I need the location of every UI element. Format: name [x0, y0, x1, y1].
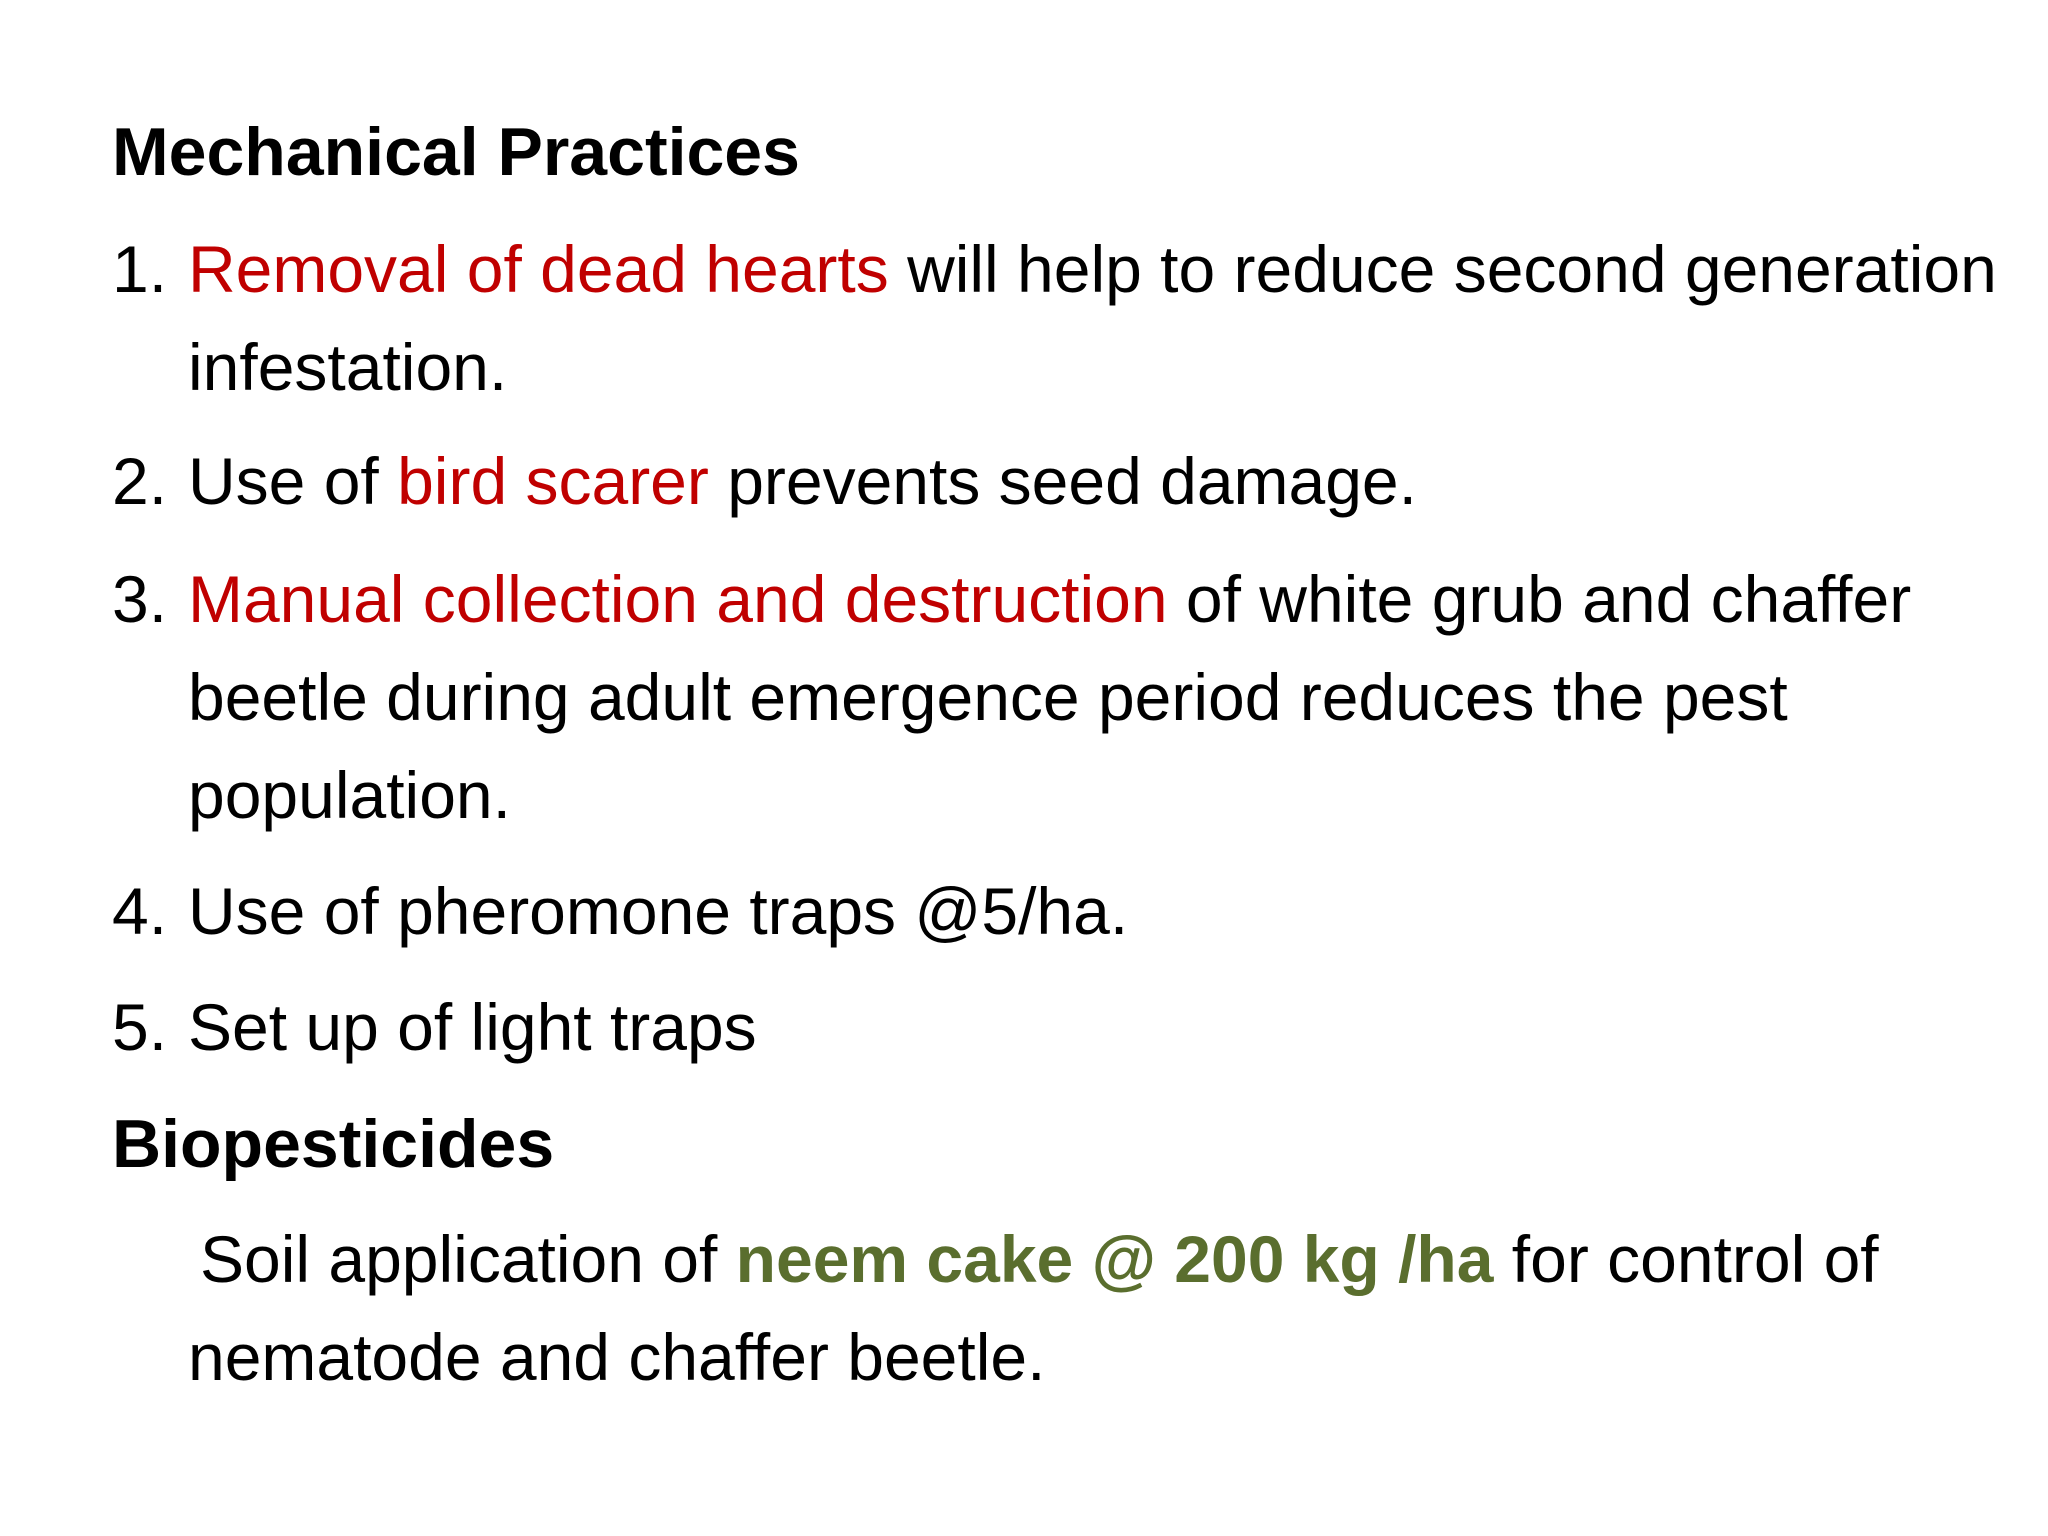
heading-biopesticides: Biopesticides — [112, 1106, 555, 1182]
bio-text-pre: Soil application of — [200, 1222, 736, 1296]
list-item-1 — [112, 220, 2028, 416]
item-number: 4. — [112, 874, 168, 948]
item-number: 2. — [112, 444, 168, 518]
item-number: 5. — [112, 990, 168, 1064]
item-number: 1. — [112, 232, 168, 306]
item-number: 3. — [112, 562, 168, 636]
item-highlight: Removal of dead hearts — [188, 232, 889, 306]
list-item-2 — [112, 432, 2028, 530]
item-text-pre: Use of — [188, 444, 398, 518]
bio-highlight: neem cake @ 200 kg /ha — [735, 1222, 1494, 1296]
item-text: will help to reduce second generation infestation. — [188, 232, 1997, 404]
list-item-5 — [112, 978, 2028, 1076]
bio-text: for control of nematode and chaffer beetle. — [188, 1222, 1879, 1394]
item-text: prevents seed damage. — [708, 444, 1417, 518]
list-item-3 — [112, 550, 2028, 844]
item-text: of white grub and chaffer beetle during adult emergence period reduces the pest population. — [188, 562, 1912, 832]
item-highlight: bird scarer — [397, 444, 709, 518]
item-text: Set up of light traps — [188, 990, 757, 1064]
item-text: Use of pheromone traps @5/ha. — [188, 874, 1129, 948]
biopesticide-paragraph — [188, 1210, 1948, 1406]
item-highlight: Manual collection and destruction — [188, 562, 1168, 636]
heading-mechanical-practices: Mechanical Practices — [112, 114, 800, 190]
list-item-4 — [112, 862, 2028, 960]
